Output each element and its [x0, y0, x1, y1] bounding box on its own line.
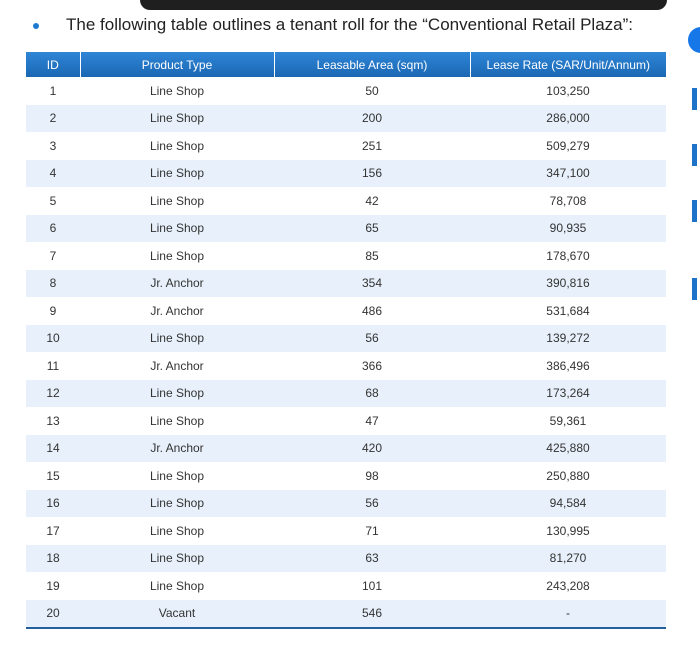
cell-product-type: Line Shop: [80, 380, 274, 408]
table-row: [26, 160, 666, 188]
deco-bar: [692, 144, 697, 166]
table-row: [26, 270, 666, 298]
cell-lease-rate: 78,708: [549, 193, 587, 208]
cell-id: 12: [26, 380, 80, 408]
cell-product-type: Line Shop: [80, 545, 274, 573]
cell-lease-rate: 347,100: [470, 160, 666, 188]
cell-product-type: Line Shop: [149, 523, 205, 538]
top-bezel: [140, 0, 667, 10]
table-body: [26, 77, 666, 628]
cell-id: 1: [49, 83, 57, 98]
cell-product-type: Line Shop: [149, 193, 205, 208]
cell-product-type: Line Shop: [149, 83, 205, 98]
cell-id: 17: [46, 523, 60, 538]
column-header-lease-rate: Lease Rate (SAR/Unit/Annum): [470, 52, 666, 77]
table-row: [26, 132, 666, 160]
cell-lease-rate: 250,880: [546, 468, 590, 483]
cell-id: 16: [26, 490, 80, 518]
blue-circle-shape: [688, 27, 700, 53]
cell-leasable-area: 85: [365, 248, 379, 263]
cell-leasable-area: 71: [365, 523, 379, 538]
table-row: [26, 435, 666, 463]
cell-leasable-area: 366: [361, 358, 383, 373]
table-row: [26, 187, 666, 215]
cell-lease-rate: 94,584: [470, 490, 666, 518]
table-row: [26, 545, 666, 573]
tenant-roll-table: [26, 52, 666, 629]
cell-product-type: Line Shop: [80, 490, 274, 518]
table-row: [26, 572, 666, 600]
cell-leasable-area: 56: [274, 490, 470, 518]
cell-id: 2: [26, 105, 80, 133]
cell-product-type: Vacant: [80, 600, 274, 629]
cell-leasable-area: 101: [361, 578, 383, 593]
cell-product-type: Line Shop: [149, 413, 205, 428]
cell-lease-rate: 173,264: [470, 380, 666, 408]
cell-product-type: Line Shop: [149, 138, 205, 153]
header-row: [26, 52, 666, 77]
cell-lease-rate: 178,670: [546, 248, 590, 263]
cell-lease-rate: 386,496: [546, 358, 590, 373]
bullet-point: [33, 23, 39, 29]
cell-leasable-area: 420: [274, 435, 470, 463]
cell-product-type: Jr. Anchor: [80, 270, 274, 298]
column-header-id: ID: [26, 52, 80, 77]
cell-leasable-area: 65: [274, 215, 470, 243]
column-header-product-type: Product Type: [80, 52, 274, 77]
table-row: [26, 407, 666, 435]
cell-id: 14: [26, 435, 80, 463]
cell-product-type: Line Shop: [80, 160, 274, 188]
cell-leasable-area: 251: [361, 138, 383, 153]
table-row: [26, 325, 666, 353]
cell-product-type: Line Shop: [80, 215, 274, 243]
cell-leasable-area: 68: [274, 380, 470, 408]
cell-leasable-area: 486: [361, 303, 383, 318]
cell-leasable-area: 42: [365, 193, 379, 208]
cell-lease-rate: 509,279: [546, 138, 590, 153]
cell-leasable-area: 63: [274, 545, 470, 573]
cell-lease-rate: 390,816: [470, 270, 666, 298]
cell-leasable-area: 47: [365, 413, 379, 428]
cell-id: 20: [26, 600, 80, 629]
cell-product-type: Jr. Anchor: [150, 358, 204, 373]
table-row: [26, 490, 666, 518]
cell-leasable-area: 56: [274, 325, 470, 353]
intro-text: The following table outlines a tenant roll for the “Conventional Retail Plaza”:: [66, 15, 633, 34]
cell-leasable-area: 200: [274, 105, 470, 133]
column-header-leasable-area: Leasable Area (sqm): [274, 52, 470, 77]
cell-leasable-area: 98: [365, 468, 379, 483]
cell-id: 15: [46, 468, 60, 483]
right-edge-decoration: [688, 0, 700, 654]
table-row: [26, 105, 666, 133]
table-row: [26, 215, 666, 243]
cell-id: 6: [26, 215, 80, 243]
table-row: [26, 242, 666, 270]
cell-lease-rate: 59,361: [549, 413, 587, 428]
cell-lease-rate: 81,270: [470, 545, 666, 573]
deco-bar: [692, 200, 697, 222]
table-row: [26, 600, 666, 629]
cell-lease-rate: 286,000: [470, 105, 666, 133]
cell-id: 19: [46, 578, 60, 593]
cell-id: 13: [46, 413, 60, 428]
table-row: [26, 77, 666, 105]
table-row: [26, 297, 666, 325]
table-header: [26, 52, 666, 77]
cell-lease-rate: 139,272: [470, 325, 666, 353]
cell-id: 18: [26, 545, 80, 573]
cell-lease-rate: 130,995: [546, 523, 590, 538]
cell-product-type: Line Shop: [80, 325, 274, 353]
cell-product-type: Line Shop: [149, 468, 205, 483]
cell-leasable-area: 354: [274, 270, 470, 298]
cell-product-type: Line Shop: [80, 105, 274, 133]
deco-bar: [692, 278, 697, 300]
cell-id: 11: [46, 358, 60, 373]
cell-lease-rate: -: [470, 600, 666, 629]
table-row: [26, 352, 666, 380]
deco-bar: [692, 88, 697, 110]
cell-lease-rate: 90,935: [470, 215, 666, 243]
cell-id: 4: [26, 160, 80, 188]
table-row: [26, 517, 666, 545]
table-row: [26, 380, 666, 408]
cell-id: 10: [26, 325, 80, 353]
cell-id: 7: [49, 248, 57, 263]
cell-leasable-area: 546: [274, 600, 470, 629]
cell-id: 3: [49, 138, 57, 153]
cell-id: 8: [26, 270, 80, 298]
cell-product-type: Line Shop: [149, 578, 205, 593]
cell-leasable-area: 156: [274, 160, 470, 188]
cell-lease-rate: 243,208: [546, 578, 590, 593]
cell-lease-rate: 103,250: [546, 83, 590, 98]
cell-product-type: Jr. Anchor: [80, 435, 274, 463]
cell-id: 5: [49, 193, 57, 208]
cell-product-type: Jr. Anchor: [150, 303, 204, 318]
cell-lease-rate: 425,880: [470, 435, 666, 463]
cell-id: 9: [49, 303, 57, 318]
cell-leasable-area: 50: [365, 83, 379, 98]
cell-lease-rate: 531,684: [546, 303, 590, 318]
cell-product-type: Line Shop: [149, 248, 205, 263]
table-row: [26, 462, 666, 490]
